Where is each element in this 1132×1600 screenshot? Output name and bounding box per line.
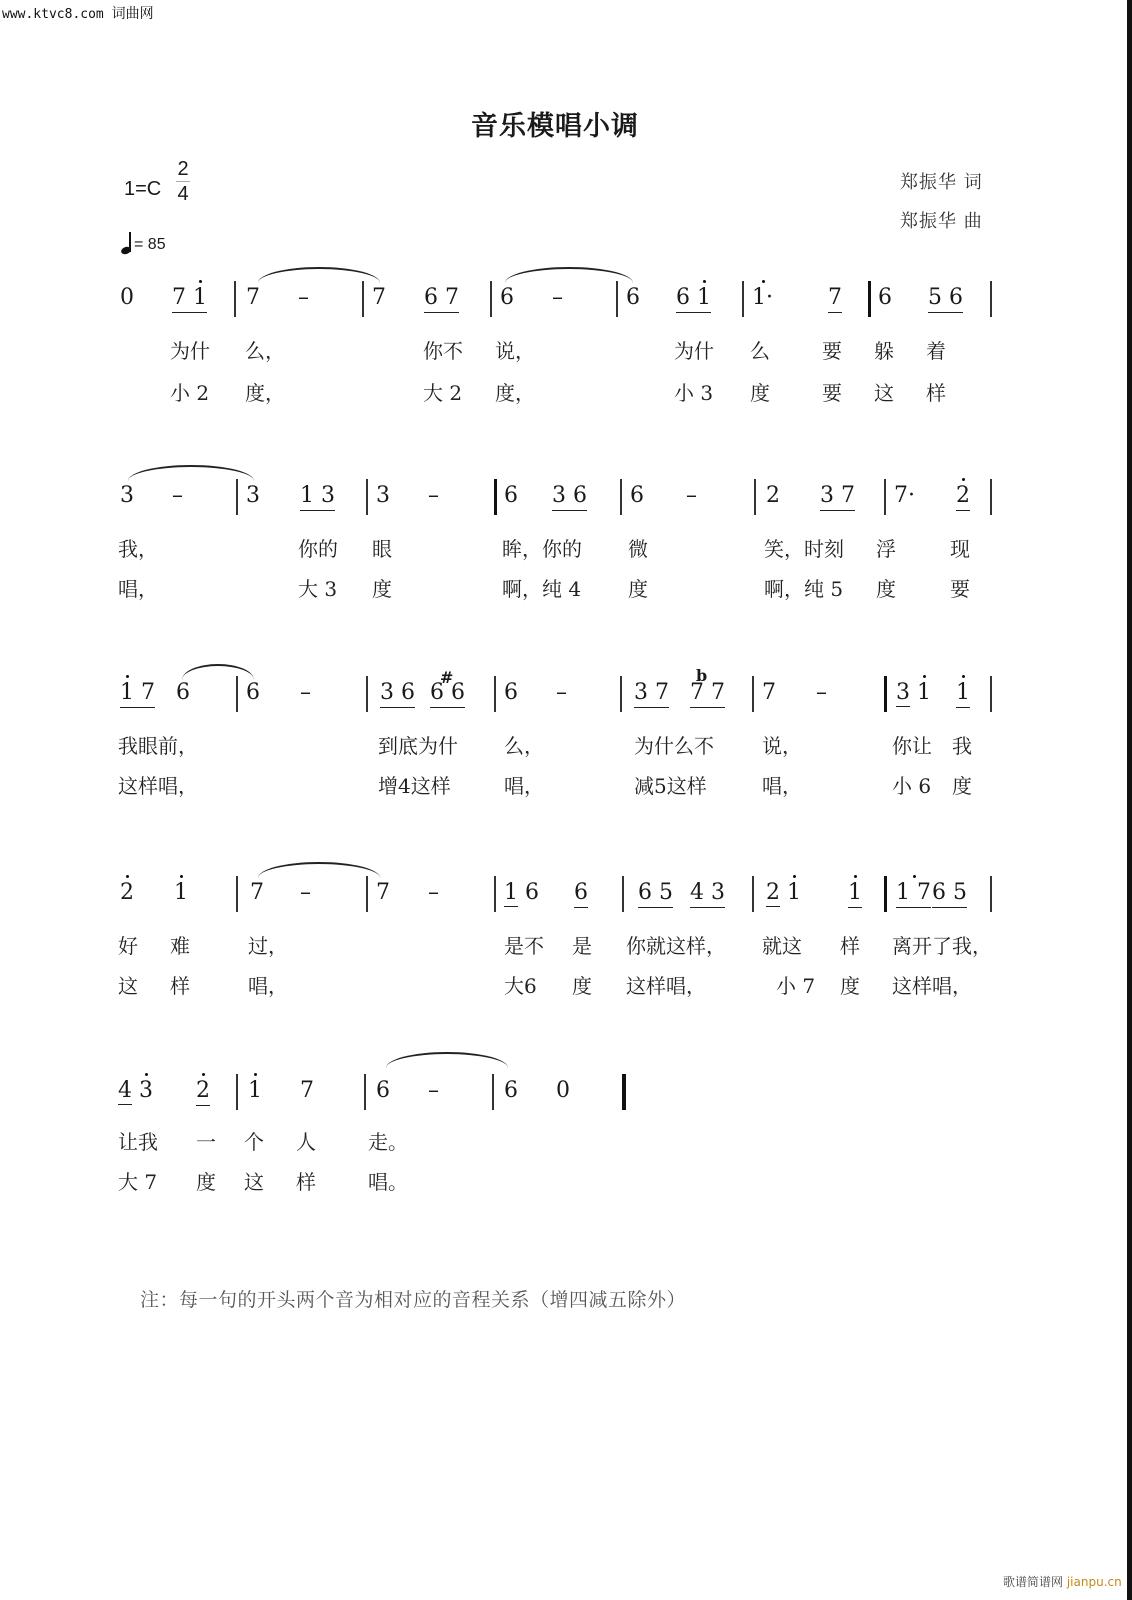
lyric: 度 <box>840 974 860 998</box>
barline <box>236 479 238 515</box>
barline <box>366 676 368 712</box>
lyric: 大 7 <box>118 1170 158 1194</box>
lyric: 说， <box>762 734 802 758</box>
lyric: 这样唱， <box>892 974 972 998</box>
note: 6 <box>504 1078 518 1103</box>
note-group: 1 7 <box>896 880 931 908</box>
song-title: 音乐模唱小调 <box>471 111 639 142</box>
watermark-site: 歌谱简谱网 <box>1003 1575 1064 1589</box>
lyric: 大 2 <box>423 381 463 405</box>
lyric: 离开了我， <box>892 934 992 958</box>
note: 7 <box>250 880 264 905</box>
lyric: 增4这样 <box>378 774 451 798</box>
note: 6 <box>878 285 892 310</box>
tie-slur <box>182 664 254 680</box>
lyric: 大 3 <box>298 577 338 601</box>
lyric: 好 <box>118 934 138 958</box>
barline <box>494 479 497 515</box>
lyric: 度 <box>750 381 770 405</box>
note-group: 3 6 <box>552 483 587 511</box>
barline <box>364 1074 366 1110</box>
dash: – <box>556 680 567 705</box>
lyric: 我眼前， <box>118 734 198 758</box>
lyric: 要 <box>822 381 842 405</box>
lyric: 小 3 <box>674 381 714 405</box>
note: 7 <box>828 285 842 313</box>
time-signature <box>176 158 190 205</box>
note: 1· <box>752 285 773 310</box>
note: 6 <box>246 680 260 705</box>
lyric: 啊，纯 5 <box>764 577 844 601</box>
lyric: 样 <box>296 1170 316 1194</box>
note: 6 <box>574 880 588 908</box>
note-group: 3 6 <box>380 680 415 708</box>
note: 7 <box>246 285 260 310</box>
lyric: 笑，时刻 <box>764 537 844 561</box>
lyric: 说， <box>495 339 535 363</box>
lyric: 要 <box>822 339 842 363</box>
dash: – <box>300 880 311 905</box>
dash: – <box>172 483 183 508</box>
lyric: 度 <box>628 577 648 601</box>
barline <box>622 876 624 912</box>
lyric: 是 <box>572 934 592 958</box>
lyric: 这 <box>874 381 894 405</box>
note: 7 <box>372 285 386 310</box>
note: 3 <box>246 483 260 508</box>
lyric: 要 <box>950 577 970 601</box>
note: 1 <box>248 1078 262 1103</box>
lyric: 过， <box>248 934 288 958</box>
note-group: 1 6 <box>504 880 539 905</box>
lyric: 微 <box>628 537 648 561</box>
lyric: 浮 <box>876 537 896 561</box>
rest: 0 <box>556 1078 570 1103</box>
barline <box>754 479 756 515</box>
lyric: 着 <box>926 339 946 363</box>
lyric: 到底为什 <box>378 734 458 758</box>
note: 7 <box>762 680 776 705</box>
note: 6 <box>504 483 518 508</box>
dash: – <box>428 483 439 508</box>
lyric: 为什 <box>170 339 210 363</box>
note-group: 3 1 <box>896 680 931 705</box>
lyric: 为什么不 <box>634 734 714 758</box>
dash: – <box>552 285 563 310</box>
barline <box>490 281 492 317</box>
barline <box>236 876 238 912</box>
barline <box>236 1074 238 1110</box>
watermark-site: 词曲网 <box>111 6 154 22</box>
lyric: 这样唱， <box>626 974 706 998</box>
lyric: 眸，你的 <box>502 537 582 561</box>
note: 6 <box>376 1078 390 1103</box>
note-group: 6 7 <box>424 285 459 313</box>
note-group: 3 7 <box>820 483 855 511</box>
note: 2 <box>120 880 134 905</box>
lyric: 么， <box>504 734 544 758</box>
lyric: 样 <box>840 934 860 958</box>
note-group: 6 5 <box>638 880 673 908</box>
lyric: 难 <box>170 934 190 958</box>
barline <box>234 281 236 317</box>
barline <box>494 676 496 712</box>
note-group: 6 6 <box>430 680 465 708</box>
lyric: 眼 <box>372 537 392 561</box>
barline <box>236 676 238 712</box>
note: 6 <box>176 680 190 705</box>
lyric: 度 <box>952 774 972 798</box>
dash: – <box>816 680 827 705</box>
barline <box>868 281 871 317</box>
key-signature: 1=C <box>124 178 162 200</box>
lyric: 这 <box>118 974 138 998</box>
barline <box>752 676 754 712</box>
note-group: 6 5 <box>932 880 967 908</box>
lyric: 一 <box>196 1130 216 1154</box>
dash: – <box>428 880 439 905</box>
tie-slur <box>505 267 633 283</box>
note: 6 <box>626 285 640 310</box>
lyric: 你的 <box>298 537 338 561</box>
note: 2 <box>196 1078 210 1106</box>
note-group: 4 3 <box>690 880 725 908</box>
lyric: 么， <box>245 339 285 363</box>
note-group: 3 7 <box>634 680 669 708</box>
note-group: 7 1 <box>172 285 207 313</box>
fraction-line <box>176 181 190 182</box>
scan-border <box>1127 0 1132 1600</box>
note: 1 <box>956 680 970 708</box>
barline <box>884 876 887 912</box>
top-watermark <box>2 3 154 23</box>
lyric: 度， <box>245 381 285 405</box>
lyric: 就这 <box>762 934 802 958</box>
lyric: 样 <box>926 381 946 405</box>
barline <box>362 281 364 317</box>
note: 2 <box>956 483 970 511</box>
lyric: 人 <box>296 1130 316 1154</box>
dash: – <box>298 285 309 310</box>
note: 7· <box>894 483 915 508</box>
lyric: 小 2 <box>170 381 210 405</box>
tempo-marking <box>121 232 166 254</box>
note-group: 1 7 <box>120 680 155 708</box>
lyric: 啊，纯 4 <box>502 577 582 601</box>
time-numerator: 2 <box>177 158 189 180</box>
barline <box>366 479 368 515</box>
tie-slur <box>258 862 380 878</box>
note: 6 <box>504 680 518 705</box>
note: 6 <box>630 483 644 508</box>
dash: – <box>300 680 311 705</box>
sharp-icon: # <box>440 668 454 687</box>
lyric: 么 <box>750 339 770 363</box>
tempo-bpm: = 85 <box>134 236 166 253</box>
bottom-watermark <box>1003 1573 1122 1590</box>
note-group: 5 6 <box>928 285 963 313</box>
barline <box>620 676 622 712</box>
note-group: 2 1 <box>766 880 801 905</box>
flat-icon: b <box>696 666 708 685</box>
dash: – <box>428 1078 439 1103</box>
note-group: 4 3 <box>118 1078 153 1103</box>
watermark-url: jianpu.cn <box>1066 1575 1122 1589</box>
lyric: 唱， <box>762 774 802 798</box>
note: 6 <box>500 285 514 310</box>
barline <box>620 479 622 515</box>
lyric: 躲 <box>874 339 894 363</box>
composer-credit: 郑振华 曲 <box>900 211 983 232</box>
lyric: 唱， <box>504 774 544 798</box>
time-denominator: 4 <box>177 183 189 205</box>
barline <box>990 676 992 712</box>
barline <box>884 479 886 515</box>
note: 3 <box>120 483 134 508</box>
barline <box>990 479 992 515</box>
lyric: 这样唱， <box>118 774 198 798</box>
lyric: 现 <box>950 537 970 561</box>
lyric: 度 <box>572 974 592 998</box>
lyric: 这 <box>244 1170 264 1194</box>
footnote: 注：每一句的开头两个音为相对应的音程关系（增四减五除外） <box>140 1289 687 1311</box>
lyricist-credit: 郑振华 词 <box>900 172 983 193</box>
barline <box>752 876 754 912</box>
lyric: 你让 <box>892 734 932 758</box>
lyric: 走。 <box>368 1130 408 1154</box>
barline <box>990 876 992 912</box>
lyric: 减5这样 <box>634 774 707 798</box>
lyric: 小 6 <box>892 774 932 798</box>
quarter-note-icon <box>121 232 131 254</box>
lyric: 唱。 <box>368 1170 408 1194</box>
note-group: 1 3 <box>300 483 335 511</box>
watermark-url: www.ktvc8.com <box>2 7 104 22</box>
note: 7 <box>376 880 390 905</box>
lyric: 是不 <box>504 934 544 958</box>
dash: – <box>686 483 697 508</box>
barline <box>884 676 887 712</box>
lyric: 为什 <box>674 339 714 363</box>
barline <box>366 876 368 912</box>
lyric: 唱， <box>118 577 158 601</box>
lyric: 个 <box>244 1130 264 1154</box>
lyric: 大6 <box>504 974 537 998</box>
barline <box>492 1074 494 1110</box>
lyric: 度 <box>372 577 392 601</box>
lyric: 你就这样， <box>626 934 726 958</box>
note: 1 <box>174 880 188 905</box>
tie-slur <box>386 1052 508 1068</box>
lyric: 样 <box>170 974 190 998</box>
barline <box>494 876 496 912</box>
lyric: 让我 <box>118 1130 158 1154</box>
lyric: 小 7 <box>776 974 816 998</box>
final-barline <box>622 1074 626 1110</box>
note: 1 <box>848 880 862 908</box>
note: 2 <box>766 483 780 508</box>
note-group: 7 7 <box>690 680 725 708</box>
barline <box>990 281 992 317</box>
lyric: 我 <box>952 734 972 758</box>
lyric: 唱， <box>248 974 288 998</box>
note: 3 <box>376 483 390 508</box>
note: 7 <box>300 1078 314 1103</box>
lyric: 度， <box>495 381 535 405</box>
lyric: 度 <box>196 1170 216 1194</box>
barline <box>616 281 618 317</box>
note-group: 6 1 <box>676 285 711 313</box>
barline <box>742 281 744 317</box>
lyric: 我， <box>118 537 158 561</box>
lyric: 你不 <box>423 339 463 363</box>
note: 0 <box>120 285 134 310</box>
lyric: 度 <box>876 577 896 601</box>
